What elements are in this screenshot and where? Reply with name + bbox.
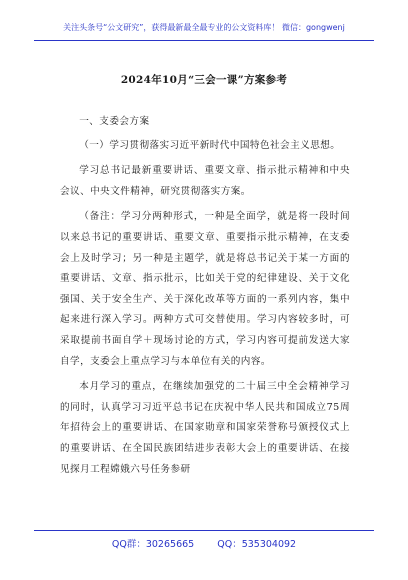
body-paragraph: （备注：学习分两种形式，一种是全面学，就是将一段时间以来总书记的重要讲话、重要文章、重要指示批示精神，在支委会上及时学习；另一种是主题学，就是将总书记关于某一方面的重要讲话、文章、指示批示，比如关于党的纪律建设、关于文化强国、关于安全生产、关于深化改革等方面的一系列内容，集中起来进行深入学习。两种方式可交替使用。学习内容较多时，可采取提前书面自学＋现场讨论的方式，学习内容可提前发送大家自学，支委会上重点学习与本单位有关的内容。 bbox=[60, 211, 350, 367]
document-title: 2024年10月“三会一课”方案参考 bbox=[120, 74, 288, 86]
footer-contact bbox=[0, 536, 408, 550]
qq-group-label: QQ群： bbox=[111, 539, 146, 550]
qq-contact-number: 535304092 bbox=[241, 539, 297, 550]
qq-contact-info bbox=[217, 539, 296, 550]
qq-contact-label: QQ： bbox=[217, 539, 242, 550]
document-body bbox=[60, 112, 350, 485]
header-banner: 关注头条号“公文研究”，获得最新最全最专业的公文资料库！ 微信：gongwenj bbox=[63, 23, 345, 32]
body-paragraph: 学习总书记最新重要讲话、重要文章、指示批示精神和中央会议、中央文件精神，研究贯彻落实方案。 bbox=[60, 165, 350, 197]
subsection-heading: （一）学习贯彻落实习近平新时代中国特色社会主义思想。 bbox=[79, 139, 341, 151]
footer-divider bbox=[34, 530, 374, 531]
qq-group-number: 30265665 bbox=[145, 539, 195, 550]
header-divider bbox=[34, 40, 374, 41]
body-paragraph: 本月学习的重点，在继续加强党的二十届三中全会精神学习的同时，认真学习习近平总书记在庆祝中华人民共和国成立75周年招待会上的重要讲话、在国家勋章和国家荣誉称号颁授仪式上的重要讲话、在全国民族团结进步表彰大会上的重要讲话、在接见探月工程嫦娥六号任务参研 bbox=[60, 381, 350, 475]
section-heading: 一、支委会方案 bbox=[79, 116, 150, 127]
qq-group-info bbox=[112, 539, 194, 550]
